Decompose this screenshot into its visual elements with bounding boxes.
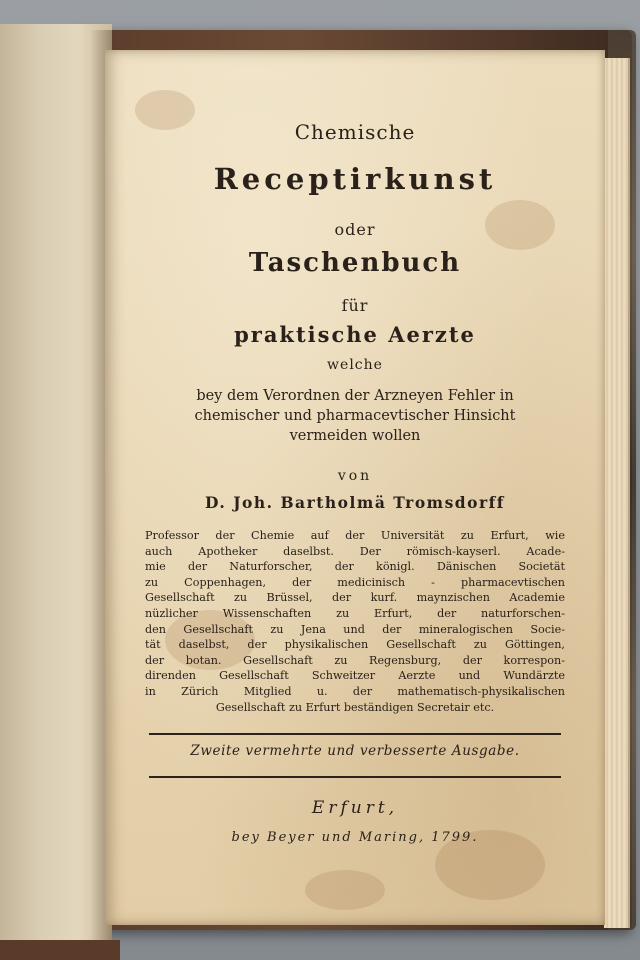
- biography-line: der botan. Gesellschaft zu Regensburg, der korrespon-: [145, 653, 565, 667]
- biography-line: Gesellschaft zu Erfurt beständigen Secretair etc.: [215, 700, 495, 714]
- foxing-stain: [305, 870, 385, 910]
- title-page: [105, 50, 605, 925]
- divider-rule: [149, 776, 561, 778]
- page-fore-edge: [604, 58, 630, 928]
- biography-line: nüzlicher Wissenschaften zu Erfurt, der naturforschen-: [145, 606, 565, 620]
- title-line-receptirkunst: Receptirkunst: [213, 162, 497, 196]
- title-line-praktische-aerzte: praktische Aerzte: [234, 322, 476, 347]
- biography-line: tät daselbst, der physikalischen Gesellschaft zu Göttingen,: [145, 638, 565, 652]
- edition-statement: Zweite vermehrte und verbesserte Ausgabe.: [190, 743, 520, 759]
- title-line-chemische: Chemische: [294, 120, 416, 144]
- description-line: bey dem Verordnen der Arzneyen Fehler in: [196, 388, 514, 404]
- publisher-imprint: bey Beyer und Maring, 1799.: [231, 830, 479, 845]
- divider-rule: [149, 733, 561, 735]
- biography-line: auch Apotheker daselbst. Der römisch-kayserl. Acade-: [145, 544, 565, 558]
- biography-line: direnden Gesellschaft Schweitzer Aerzte und Wundärzte: [145, 669, 565, 683]
- von-label: von: [337, 468, 373, 484]
- left-cover-strip: [0, 940, 120, 960]
- title-line-taschenbuch: Taschenbuch: [248, 248, 462, 278]
- title-line-welche: welche: [327, 357, 383, 373]
- description-line: vermeiden wollen: [289, 428, 421, 444]
- biography-line: den Gesellschaft zu Jena und der mineralogischen Socie-: [145, 622, 565, 636]
- biography-line: Gesellschaft zu Brüssel, der kurf. maynzischen Academie: [145, 591, 565, 605]
- biography-line: Professor der Chemie auf der Universität zu Erfurt, wie: [145, 529, 565, 542]
- author-biography: [145, 528, 565, 715]
- biography-line: in Zürich Mitglied u. der mathematisch-physikalischen: [145, 684, 565, 698]
- biography-line: mie der Naturforscher, der königl. Dänischen Societät: [145, 560, 565, 574]
- description-line: chemischer und pharmacevtischer Hinsicht: [194, 408, 516, 424]
- title-line-oder: oder: [334, 220, 376, 239]
- publication-place: Erfurt,: [311, 798, 399, 818]
- title-line-fuer: für: [341, 296, 369, 315]
- biography-line: zu Coppenhagen, der medicinisch - pharmacevtischen: [145, 575, 565, 589]
- author-name: D. Joh. Bartholmä Tromsdorff: [205, 493, 505, 512]
